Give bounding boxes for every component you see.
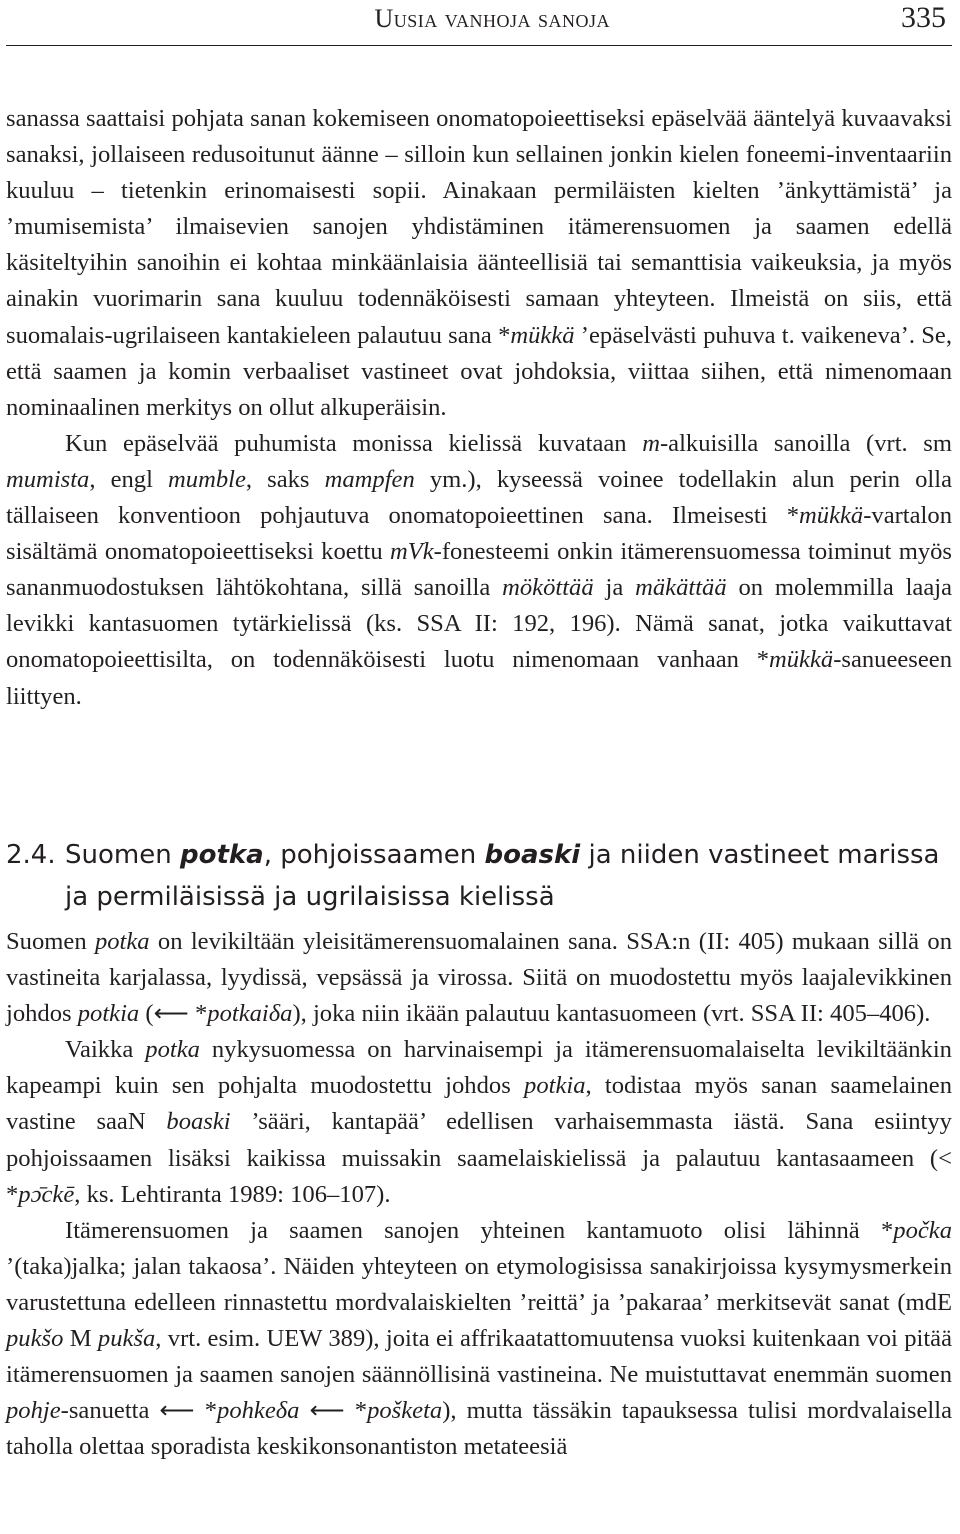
text-run: ), joka niin ikään palautuu kantasuomeen (vrt. SSA II: 405–406). [292, 1000, 931, 1028]
text-run: ), mutta tässäkin tapauksessa tulisi mordvalaisella taholla olettaa sporadista keskikonsonantiston metateesiä [6, 1397, 952, 1461]
text-run: ’(taka)jalka; jalan takaosa’. Näiden yhteyteen on etymologisissa sanakirjoissa kysymysmerkein varustettuna edelleen rinnastettu mordvalaiskielten ’reittä’ ja ’pakaraa’ merkitsevät sanat (mdE [6, 1252, 952, 1316]
text-run: Itämerensuomen ja saamen sanojen yhteinen kantamuoto olisi lähinnä * [65, 1216, 894, 1244]
text-run: Kun epäselvää puhumista monissa kielissä kuvataan [65, 429, 643, 457]
italic-term: potkaiδa [207, 1000, 293, 1028]
italic-term: mäkättää [635, 574, 727, 602]
italic-term: m [642, 429, 660, 457]
italic-term: počka [893, 1216, 952, 1244]
text-run: -sanueeseen liittyen. [6, 646, 952, 710]
italic-term: potkia [524, 1072, 586, 1100]
italic-term: pɔ̄ckē [18, 1180, 75, 1208]
text-run: ja [593, 574, 636, 602]
italic-term: boaski [484, 839, 581, 870]
text-run: , engl [89, 465, 169, 493]
text-run: sanassa saattaisi pohjata sanan kokemiseen onomatopoieettiseksi epäselvää ääntelyä kuvaavaksi sanaksi, jollaiseen redusoitunut äänne – silloin kun sellainen jonkin kielen foneemi-inventaariin kuuluu – tietenkin erinomaisesti sopii. Ainakaan permiläisten kielten ’änkyttämistä’ ja ’mumisemista’ ilmaisevien sanojen yhdistäminen itämerensuomen ja saamen edellä käsiteltyihin sanoihin ei kohtaa minkäänlaisia äänteellisiä tai semanttisia vaikeuksia, ja myös ainakin vuorimarin sana kuuluu todennäköisesti samaan yhteyteen. Ilmeistä on siis, että suomalais-ugrilaiseen kantakieleen palautuu sana * [6, 105, 952, 349]
text-run: , todistaa myös sanan saamelainen vastine saaN [6, 1072, 952, 1136]
italic-term: mampfen [324, 465, 415, 493]
italic-term: mumista [6, 465, 90, 493]
italic-term: boaski [166, 1108, 231, 1136]
text-run: , saks [245, 465, 325, 493]
text-run: , ks. Lehtiranta 1989: 106–107). [74, 1180, 391, 1208]
section-title [65, 834, 952, 918]
text-run: -alkuisilla sanoilla (vrt. sm [659, 429, 952, 457]
text-run: -sanuetta ⟵ * [60, 1397, 218, 1425]
text-run: ⟵ * [299, 1397, 368, 1425]
italic-term: mököttää [502, 574, 594, 602]
text-run: ja niiden vastineet marissa ja permiläisissä ja ugrilaisissa kielissä [65, 839, 940, 912]
text-run: nykysuomessa on harvinaisempi ja itämerensuomalaiselta levikiltäänkin kapeampi kuin sen pohjalta muodostettu johdos [6, 1036, 952, 1100]
text-run: ’epäselvästi puhuva t. vaikeneva’. Se, että saamen ja komin verbaaliset vastineet ovat johdoksia, viittaa siihen, että nimenomaan nominaalinen merkitys on ollut alkuperäisin. [6, 321, 952, 421]
italic-term: potka [145, 1036, 200, 1064]
text-run: on molemmilla laaja levikki kantasuomen tytärkielissä (ks. SSA II: 192, 196). Nämä sanat, jotka vaikuttavat onomatopoieettisilta, on todennäköisesti luotu nimenomaan vanhaan * [6, 574, 953, 674]
body-text-section [6, 924, 952, 1465]
italic-term: pohje [6, 1397, 61, 1425]
text-run: M [63, 1325, 98, 1353]
italic-term: mükkä [510, 321, 575, 349]
paragraph-2 [6, 426, 952, 715]
text-run: Suomen [6, 928, 95, 955]
page-number: 335 [901, 1, 946, 34]
text-run: Suomen [65, 839, 180, 870]
paragraph-1 [6, 101, 952, 426]
italic-term: mVk [389, 538, 434, 566]
text-run: on levikiltään yleisitämerensuomalainen sana. SSA:n (II: 405) mukaan sillä on vastineita karjalassa, lyydissä, vepsässä ja virossa. Siitä on muodostettu myös laajalevikkinen johdos [6, 928, 952, 1028]
text-run: ym.), kyseessä voinee todellakin alun perin olla tällaiseen konventioon pohjautuva onomatopoieettinen sana. Ilmeisesti * [6, 465, 952, 530]
italic-term: mükkä [769, 646, 834, 674]
italic-term: potkia [77, 1000, 140, 1028]
italic-term: mükkä [799, 502, 864, 530]
section-heading [6, 834, 952, 918]
italic-term: potka [94, 928, 150, 955]
text-run: , vrt. esim. UEW 389), joita ei affrikaatattomuutensa vuoksi kuitenkaan voi pitää itämerensuomen ja saamen sanojen säännöllisinä vastineina. Ne muistuttavat enemmän suomen [6, 1325, 952, 1389]
section-number: 2.4. [6, 839, 56, 870]
paragraph-4 [6, 1032, 952, 1212]
italic-term: pukšo [6, 1325, 64, 1353]
italic-term: potka [179, 839, 264, 870]
italic-term: mumble [168, 465, 246, 493]
body-text-top [6, 101, 952, 715]
text-run: ’sääri, kantapää’ edellisen varhaisemmasta iästä. Sana esiintyy pohjoissaamen lisäksi kaikissa muissakin saamelaiskielissä ja palautuu kantasaameen (< * [6, 1108, 952, 1208]
italic-term: pukša [97, 1325, 156, 1353]
italic-term: pošketa [367, 1397, 443, 1425]
paragraph-3 [6, 924, 952, 1032]
text-run: Vaikka [65, 1036, 146, 1064]
italic-term: pohkeδa [217, 1397, 300, 1425]
running-head [0, 0, 952, 36]
header-rule [6, 45, 952, 46]
text-run: (⟵ * [139, 1000, 208, 1028]
text-run: -vartalon sisältämä onomatopoieettiseksi koettu [6, 502, 952, 566]
paragraph-5 [6, 1213, 952, 1466]
text-run: -fonesteemi onkin itämerensuomessa toiminut myös sananmuodostuksen lähtökohtana, sillä sanoilla [6, 538, 952, 602]
text-run: , pohjoissaamen [263, 839, 485, 870]
running-title: Uusia vanhoja sanoja [374, 4, 610, 33]
